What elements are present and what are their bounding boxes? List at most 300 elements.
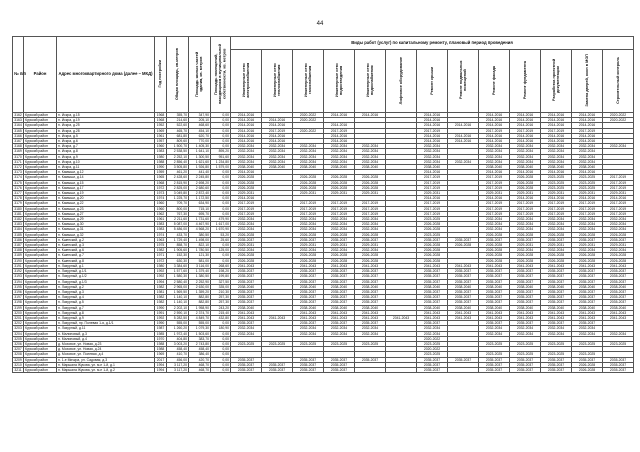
cell-work-period: 2035-2037: [603, 300, 634, 305]
cell-work-period: 2032-2034: [541, 248, 572, 253]
cell-no: 3193: [14, 274, 22, 279]
cell-total-area: 2 590,10: [167, 310, 189, 315]
cell-year: 1974: [155, 196, 167, 201]
cell-work-period: 2026-2028: [417, 227, 448, 232]
cell-living-area: 634,90: [189, 201, 211, 206]
cell-work-period: 2014-2016: [448, 139, 479, 144]
cell-work-period: 2035-2037: [293, 357, 324, 362]
cell-work-period: 2014-2016: [417, 170, 448, 175]
cell-work-period: 2032-2034: [355, 149, 386, 154]
cell-work-period: 2032-2034: [231, 222, 262, 227]
cell-municipal-area: 268,60: [211, 263, 231, 268]
cell-work-period: 2041-2043: [603, 315, 634, 320]
cell-work-period: 2038-2040: [448, 284, 479, 289]
cell-work-period: 2035-2037: [448, 289, 479, 294]
cell-work-period: 2035-2037: [479, 357, 510, 362]
cell-no: 3203: [14, 326, 22, 331]
cell-work-period: 2035-2037: [231, 300, 262, 305]
cell-address: п. Камыши, д.20: [57, 196, 155, 201]
cell-district: Курский район: [24, 227, 57, 232]
cell-address: п. Лазурный, д.4: [57, 295, 155, 300]
cell-year: 1991: [155, 310, 167, 315]
cell-total-area: 3 505,80: [167, 165, 189, 170]
cell-living-area: 205,10: [189, 118, 211, 123]
cell-work-period: 2035-2037: [293, 289, 324, 294]
cell-work-period: 2032-2034: [572, 149, 603, 154]
cell-living-area: 581,00: [189, 258, 211, 263]
cell-work-period: 2023-2025: [541, 352, 572, 357]
cell-work-period: 2014-2016: [479, 133, 510, 138]
cell-work-period: 2026-2028: [324, 253, 355, 258]
cell-living-area: 1 621,60: [189, 159, 211, 164]
cell-district: Курский район: [24, 352, 57, 357]
cell-work-period: 2014-2016: [231, 196, 262, 201]
cell-work-period: 2032-2034: [231, 227, 262, 232]
cell-no: 3196: [14, 289, 22, 294]
cell-municipal-area: 1 670,90: [211, 227, 231, 232]
cell-total-area: 2 252,10: [167, 154, 189, 159]
cell-municipal-area: 53,20: [211, 232, 231, 237]
header-work-11: Разработка проектной документации: [541, 50, 572, 113]
cell-address: п. Лазурный, д.3: [57, 289, 155, 294]
cell-municipal-area: 1 234,80: [211, 159, 231, 164]
cell-work-period: 2014-2016: [448, 133, 479, 138]
cell-work-period: 2026-2028: [448, 243, 479, 248]
cell-district: Курский район: [24, 180, 57, 185]
cell-work-period: 2014-2016: [510, 139, 541, 144]
cell-address: п. Маршала Жукова, ул. м-н 1-й, д.1: [57, 362, 155, 367]
cell-work-period: 2035-2037: [479, 274, 510, 279]
cell-district: Курский район: [24, 274, 57, 279]
cell-work-period: 2026-2028: [603, 232, 634, 237]
cell-work-period: 2032-2034: [603, 227, 634, 232]
cell-work-period: 2035-2037: [510, 367, 541, 372]
cell-year: 1960: [155, 206, 167, 211]
cell-living-area: 882,80: [189, 295, 211, 300]
cell-municipal-area: 243,20: [211, 305, 231, 310]
cell-district: Курский район: [24, 149, 57, 154]
cell-work-period: 2029-2031: [479, 191, 510, 196]
cell-district: Курский район: [24, 305, 57, 310]
cell-work-period: 2026-2028: [417, 253, 448, 258]
cell-district: Курский район: [24, 191, 57, 196]
cell-total-area: 1 500,70: [167, 144, 189, 149]
cell-no: 3186: [14, 237, 22, 242]
cell-work-period: 2032-2034: [417, 144, 448, 149]
cell-address: п. Лазурный, д.5: [57, 300, 155, 305]
cell-work-period: 2026-2028: [572, 258, 603, 263]
cell-work-period: 2014-2016: [510, 123, 541, 128]
cell-work-period: 2014-2016: [417, 123, 448, 128]
cell-work-period: 2023-2025: [417, 352, 448, 357]
cell-work-period: 2038-2040: [293, 305, 324, 310]
cell-work-period: 2035-2037: [510, 295, 541, 300]
cell-work-period: 2035-2037: [293, 237, 324, 242]
cell-work-period: 2032-2034: [262, 149, 293, 154]
cell-work-period: 2017-2019: [572, 201, 603, 206]
cell-year: 1968: [155, 118, 167, 123]
cell-work-period: 2032-2034: [324, 149, 355, 154]
cell-total-area: 2 538,50: [167, 149, 189, 154]
cell-address: п. Кшенский, д.2: [57, 237, 155, 242]
cell-work-period: 2041-2043: [324, 315, 355, 320]
cell-work-period: 2026-2028: [231, 253, 262, 258]
cell-work-period: 2041-2043: [386, 315, 417, 320]
cell-address: п. Камыши, д.22: [57, 201, 155, 206]
cell-living-area: 1 958,90: [189, 305, 211, 310]
cell-work-period: 2035-2037: [355, 237, 386, 242]
cell-work-period: 2035-2037: [603, 279, 634, 284]
cell-total-area: 2 856,40: [167, 159, 189, 164]
cell-total-area: 2 825,00: [167, 185, 189, 190]
cell-work-period: 2035-2037: [603, 357, 634, 362]
cell-work-period: 2026-2028: [479, 243, 510, 248]
cell-work-period: 2038-2040: [417, 165, 448, 170]
cell-work-period: 2014-2016: [417, 118, 448, 123]
cell-work-period: 2038-2040: [324, 284, 355, 289]
cell-municipal-area: 0,00: [211, 331, 231, 336]
cell-work-period: 2032-2034: [262, 154, 293, 159]
cell-living-area: 822,10: [189, 243, 211, 248]
cell-district: Курский район: [24, 269, 57, 274]
cell-work-period: 2041-2043: [541, 263, 572, 268]
cell-work-period: 2035-2037: [510, 289, 541, 294]
cell-living-area: 1 780,50: [189, 248, 211, 253]
cell-living-area: 1 359,20: [189, 289, 211, 294]
cell-municipal-area: 0,00: [211, 123, 231, 128]
cell-work-period: 2017-2019: [603, 206, 634, 211]
cell-work-period: 2026-2028: [417, 258, 448, 263]
cell-work-period: 2026-2028: [603, 258, 634, 263]
cell-municipal-area: 0,00: [211, 139, 231, 144]
cell-work-period: 2032-2034: [293, 149, 324, 154]
cell-work-period: 2032-2034: [510, 144, 541, 149]
cell-work-period: 2035-2037: [479, 300, 510, 305]
cell-municipal-area: 0,00: [211, 347, 231, 352]
cell-work-period: 2035-2037: [355, 300, 386, 305]
cell-work-period: 2038-2040: [510, 284, 541, 289]
cell-work-period: 2023-2025: [417, 341, 448, 346]
cell-year: 1970: [155, 336, 167, 341]
cell-no: 3171: [14, 159, 22, 164]
cell-work-period: 2023-2025: [231, 341, 262, 346]
cell-district: Курский район: [24, 248, 57, 253]
cell-work-period: 2041-2043: [293, 315, 324, 320]
cell-work-period: 2026-2028: [293, 258, 324, 263]
cell-municipal-area: 199,80: [211, 274, 231, 279]
cell-living-area: 4 568,20: [189, 227, 211, 232]
cell-district: Курский район: [24, 196, 57, 201]
cell-work-period: 2026-2028: [324, 175, 355, 180]
cell-work-period: 2035-2037: [603, 269, 634, 274]
cell-municipal-area: 0,00: [211, 175, 231, 180]
cell-work-period: 2041-2043: [572, 315, 603, 320]
cell-work-period: 2032-2034: [572, 217, 603, 222]
cell-work-period: 2035-2037: [231, 279, 262, 284]
cell-address: п. Искра, д.8: [57, 149, 155, 154]
cell-no: 3173: [14, 170, 22, 175]
cell-work-period: 2017-2019: [603, 175, 634, 180]
cell-work-period: 2014-2016: [231, 133, 262, 138]
cell-work-period: 2035-2037: [324, 295, 355, 300]
cell-work-period: 2038-2040: [293, 165, 324, 170]
cell-work-period: 2032-2034: [479, 227, 510, 232]
cell-work-period: 2035-2037: [417, 295, 448, 300]
cell-work-period: 2032-2034: [324, 217, 355, 222]
header-living-area: Площадь жилых частей здания, кв. метров: [189, 37, 211, 113]
cell-work-period: 2026-2028: [479, 248, 510, 253]
cell-work-period: 2032-2034: [479, 144, 510, 149]
cell-work-period: 2035-2037: [479, 269, 510, 274]
cell-year: 1972: [155, 185, 167, 190]
cell-address: п. Искра, д.25: [57, 123, 155, 128]
cell-work-period: 2035-2037: [448, 300, 479, 305]
cell-work-period: 2023-2025: [572, 185, 603, 190]
cell-work-period: 2041-2043: [293, 263, 324, 268]
cell-work-period: 2017-2019: [510, 128, 541, 133]
cell-work-period: 2035-2037: [293, 362, 324, 367]
cell-work-period: 2029-2031: [572, 243, 603, 248]
cell-year: 1985: [155, 331, 167, 336]
cell-year: 1994: [155, 279, 167, 284]
cell-work-period: 2035-2037: [541, 289, 572, 294]
cell-work-period: 2032-2034: [293, 144, 324, 149]
cell-work-period: 2023-2025: [603, 341, 634, 346]
cell-work-period: 2023-2025: [572, 341, 603, 346]
cell-work-period: 2035-2037: [262, 367, 293, 372]
cell-work-period: 2038-2040: [572, 284, 603, 289]
cell-work-period: 2029-2031: [603, 243, 634, 248]
cell-address: п. Лазурный, д.7: [57, 305, 155, 310]
cell-work-period: 2041-2043: [479, 263, 510, 268]
cell-work-period: 2029-2031: [293, 191, 324, 196]
cell-work-period: 2032-2034: [293, 326, 324, 331]
cell-work-period: 2014-2016: [541, 113, 572, 118]
cell-year: 1992: [155, 269, 167, 274]
cell-work-period: 2026-2028: [293, 185, 324, 190]
cell-address: д. Моховое, ул. Новая, д.24: [57, 347, 155, 352]
cell-year: 1990: [155, 165, 167, 170]
cell-work-period: 2038-2040: [572, 305, 603, 310]
cell-work-period: 2026-2028: [510, 232, 541, 237]
cell-living-area: 4 849,70: [189, 315, 211, 320]
cell-municipal-area: 0,00: [211, 113, 231, 118]
cell-work-period: 2017-2019: [324, 201, 355, 206]
cell-work-period: 2026-2028: [417, 248, 448, 253]
cell-work-period: 2017-2019: [479, 185, 510, 190]
cell-living-area: 2 743,80: [189, 341, 211, 346]
cell-living-area: 1 379,40: [189, 269, 211, 274]
cell-work-period: 2032-2034: [572, 159, 603, 164]
cell-district: Курский район: [24, 300, 57, 305]
cell-living-area: 2 374,70: [189, 310, 211, 315]
cell-living-area: 468,70: [189, 367, 211, 372]
cell-work-period: 2035-2037: [510, 269, 541, 274]
cell-work-period: 2032-2034: [417, 326, 448, 331]
cell-work-period: 2032-2034: [510, 331, 541, 336]
cell-district: Курский район: [24, 310, 57, 315]
cell-municipal-area: 0,00: [211, 201, 231, 206]
cell-work-period: 2026-2028: [355, 185, 386, 190]
cell-address: п. Камыши, д.27: [57, 211, 155, 216]
cell-work-period: 2041-2043: [603, 310, 634, 315]
cell-no: 3192: [14, 269, 22, 274]
cell-no: 3208: [14, 352, 22, 357]
cell-work-period: 2032-2034: [510, 217, 541, 222]
cell-work-period: 2035-2037: [231, 357, 262, 362]
cell-total-area: 858,70: [167, 243, 189, 248]
cell-work-period: 2035-2037: [355, 289, 386, 294]
cell-work-period: 2026-2028: [231, 258, 262, 263]
cell-work-period: [355, 367, 386, 372]
cell-district: Курский район: [24, 139, 57, 144]
cell-address: п. Искра, д.5: [57, 133, 155, 138]
cell-address: п. Камыши, д.15: [57, 180, 155, 185]
cell-year: 1982: [155, 284, 167, 289]
cell-work-period: 2023-2025: [572, 175, 603, 180]
cell-work-period: 2032-2034: [324, 227, 355, 232]
cell-work-period: 2026-2028: [479, 258, 510, 263]
cell-work-period: 2035-2037: [541, 274, 572, 279]
cell-municipal-area: 0,00: [211, 144, 231, 149]
cell-work-period: 2032-2034: [355, 159, 386, 164]
cell-year: 1968: [155, 113, 167, 118]
cell-no: 3198: [14, 300, 22, 305]
cell-work-period: 2035-2037: [231, 237, 262, 242]
cell-work-period: 2035-2037: [510, 274, 541, 279]
cell-work-period: 2035-2037: [448, 357, 479, 362]
cell-municipal-area: 0,00: [211, 336, 231, 341]
cell-total-area: 2 211,60: [167, 217, 189, 222]
cell-work-period: 2041-2043: [572, 263, 603, 268]
cell-work-period: 2014-2016: [417, 113, 448, 118]
cell-living-area: 1 172,50: [189, 196, 211, 201]
cell-work-period: 2026-2028: [510, 185, 541, 190]
cell-work-period: 2035-2037: [541, 237, 572, 242]
cell-work-period: 2032-2034: [572, 227, 603, 232]
cell-work-period: 2035-2037: [293, 295, 324, 300]
cell-work-period: 2029-2031: [510, 191, 541, 196]
cell-municipal-area: 198,20: [211, 269, 231, 274]
cell-work-period: 2041-2043: [417, 310, 448, 315]
cell-work-period: 2029-2031: [324, 191, 355, 196]
cell-no: 3180: [14, 206, 22, 211]
cell-work-period: 2017-2019: [572, 206, 603, 211]
cell-work-period: 2017-2019: [231, 206, 262, 211]
cell-work-period: 2035-2037: [417, 269, 448, 274]
header-work-8: Ремонт подвальных помещений: [448, 50, 479, 113]
cell-work-period: 2032-2034: [479, 331, 510, 336]
cell-work-period: 2026-2028: [479, 253, 510, 258]
cell-year: 1975: [155, 243, 167, 248]
cell-total-area: 1 140,10: [167, 300, 189, 305]
cell-work-period: 2035-2037: [572, 237, 603, 242]
cell-work-period: 2014-2016: [541, 123, 572, 128]
cell-address: п. Лазурный, д.1: [57, 263, 155, 268]
cell-year: 1961: [155, 217, 167, 222]
cell-work-period: 2014-2016: [262, 123, 293, 128]
cell-living-area: 1 380,50: [189, 274, 211, 279]
cell-work-period: 2041-2043: [448, 315, 479, 320]
cell-work-period: 2032-2034: [293, 227, 324, 232]
cell-address: п. Лазурный, д.11: [57, 326, 155, 331]
cell-work-period: 2032-2034: [262, 144, 293, 149]
cell-work-period: 2032-2034: [479, 222, 510, 227]
cell-living-area: 2 872,40: [189, 191, 211, 196]
cell-total-area: 3 117,20: [167, 362, 189, 367]
cell-year: 1968: [155, 180, 167, 185]
cell-work-period: [386, 367, 417, 372]
cell-year: 1981: [155, 289, 167, 294]
cell-work-period: 2038-2040: [603, 284, 634, 289]
cell-work-period: 2032-2034: [231, 331, 262, 336]
cell-work-period: 2017-2019: [324, 211, 355, 216]
cell-work-period: 2032-2034: [324, 144, 355, 149]
cell-district: Курский район: [24, 347, 57, 352]
cell-total-area: 5 486,00: [167, 227, 189, 232]
cell-work-period: 2023-2025: [479, 352, 510, 357]
cell-living-area: 383,70: [189, 336, 211, 341]
cell-address: п. Искра, д.10: [57, 159, 155, 164]
cell-work-period: 2041-2043: [355, 315, 386, 320]
cell-work-period: 2035-2037: [541, 295, 572, 300]
cell-work-period: 2041-2043: [510, 263, 541, 268]
cell-work-period: 2035-2037: [355, 357, 386, 362]
cell-work-period: 2029-2031: [355, 191, 386, 196]
cell-work-period: 2017-2019: [541, 211, 572, 216]
cell-work-period: 2032-2034: [355, 326, 386, 331]
cell-district: Курский район: [24, 211, 57, 216]
cell-municipal-area: 0,00: [211, 170, 231, 175]
cell-living-area: 3 116,00: [189, 263, 211, 268]
cell-work-period: 2014-2016: [510, 170, 541, 175]
cell-year: 1957: [155, 139, 167, 144]
cell-municipal-area: 0,00: [211, 253, 231, 258]
cell-year: 1973: [155, 191, 167, 196]
cell-work-period: 2026-2028: [479, 232, 510, 237]
cell-total-area: 2 965,00: [167, 284, 189, 289]
cell-work-period: 2017-2019: [541, 201, 572, 206]
cell-work-period: 2014-2016: [572, 170, 603, 175]
table-header: [13, 37, 634, 113]
cell-work-period: 2035-2037: [293, 274, 324, 279]
cell-no: 3200: [14, 310, 22, 315]
cell-total-area: 2 428,60: [167, 175, 189, 180]
cell-district: Курский район: [24, 279, 57, 284]
cell-work-period: 2032-2034: [324, 159, 355, 164]
cell-district: Курский район: [24, 232, 57, 237]
cell-district: Курский район: [24, 362, 57, 367]
cell-living-area: 380,50: [189, 232, 211, 237]
cell-work-period: 2017-2019: [541, 206, 572, 211]
cell-no: 3182: [14, 217, 22, 222]
cell-year: 1952: [155, 123, 167, 128]
cell-work-period: 2032-2034: [355, 222, 386, 227]
cell-no: 3202: [14, 321, 22, 326]
cell-work-period: 2038-2040: [510, 305, 541, 310]
cell-no: 3194: [14, 279, 22, 284]
header-work-10: Ремонт фундамента: [510, 50, 541, 113]
cell-work-period: 2035-2037: [603, 362, 634, 367]
cell-no: 3183: [14, 222, 22, 227]
cell-work-period: 2035-2037: [231, 289, 262, 294]
cell-work-period: 2017-2019: [510, 211, 541, 216]
cell-total-area: 809,60: [167, 139, 189, 144]
cell-total-area: 1 577,60: [167, 269, 189, 274]
cell-work-period: 2035-2037: [417, 289, 448, 294]
cell-work-period: 2032-2034: [293, 222, 324, 227]
cell-address: п. Кшенский, д.7: [57, 253, 155, 258]
